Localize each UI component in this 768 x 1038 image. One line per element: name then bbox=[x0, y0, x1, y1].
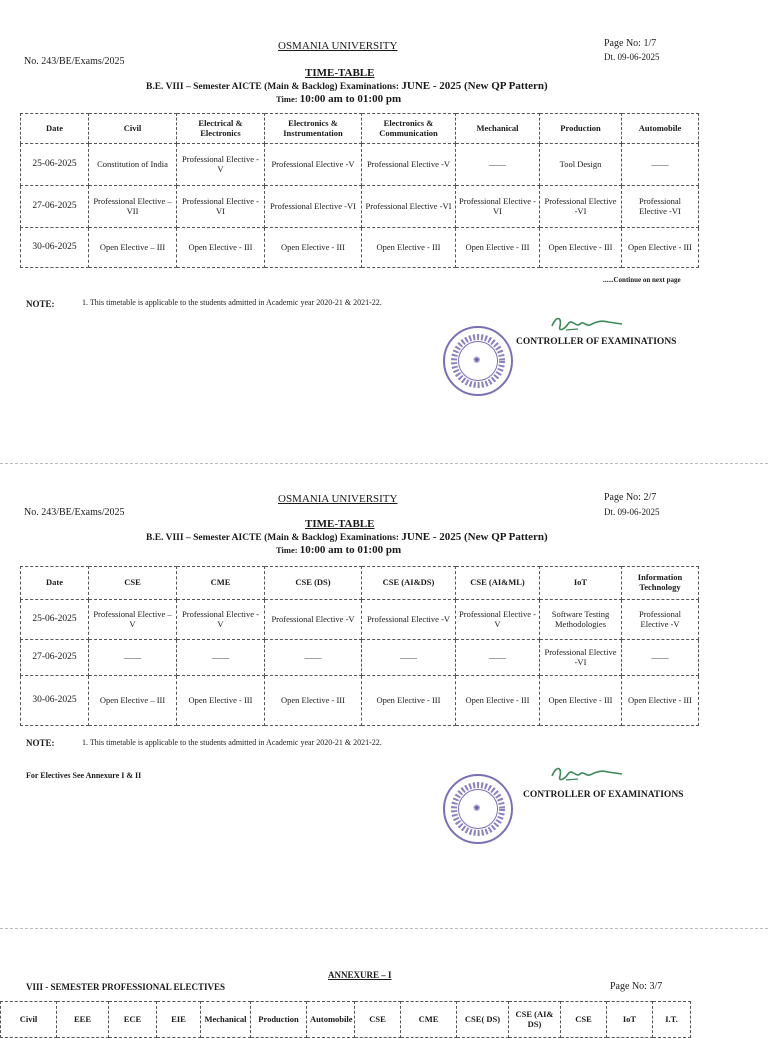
table-cell: Open Elective – III bbox=[89, 676, 177, 726]
timetable-title: TIME-TABLE bbox=[305, 67, 375, 79]
electives-note: For Electives See Annexure I & II bbox=[26, 771, 142, 780]
table-row bbox=[21, 676, 699, 726]
seal-icon: ✺ bbox=[443, 774, 513, 844]
header-branch: Mechanical bbox=[456, 114, 540, 144]
header-branch: Automobile bbox=[622, 114, 699, 144]
time-label: Time: bbox=[276, 545, 298, 555]
header-date: Date bbox=[21, 114, 89, 144]
table-cell: Open Elective – III bbox=[89, 228, 177, 268]
document-date: Dt. 09-06-2025 bbox=[604, 507, 660, 517]
header-branch: ECE bbox=[109, 1002, 157, 1038]
exam-subtitle-main: B.E. VIII – Semester AICTE (Main & Backlog) Examinations: bbox=[146, 82, 399, 92]
table-cell: Professional Elective -V bbox=[265, 144, 362, 186]
table-cell: Professional Elective -V bbox=[362, 600, 456, 640]
time-value: 10:00 am to 01:00 pm bbox=[299, 544, 402, 556]
table-cell: Open Elective - III bbox=[265, 228, 362, 268]
table-cell: Professional Elective -VI bbox=[456, 186, 540, 228]
date-cell: 30-06-2025 bbox=[21, 676, 89, 726]
header-branch: EIE bbox=[157, 1002, 201, 1038]
page-number: Page No: 3/7 bbox=[610, 981, 663, 992]
table-cell: Professional Elective –VII bbox=[89, 186, 177, 228]
reference-number: No. 243/BE/Exams/2025 bbox=[24, 56, 125, 67]
table-row bbox=[21, 640, 699, 676]
document-date: Dt. 09-06-2025 bbox=[604, 52, 660, 62]
header-branch: CSE (AI& DS) bbox=[509, 1002, 561, 1038]
table-cell: Professional Elective -VI bbox=[540, 186, 622, 228]
table-cell: Open Elective - III bbox=[362, 676, 456, 726]
page-number: Page No: 2/7 bbox=[604, 492, 657, 503]
page-number: Page No: 1/7 bbox=[604, 38, 657, 49]
table-cell: Open Elective - III bbox=[622, 228, 699, 268]
table-cell: —— bbox=[622, 640, 699, 676]
table-cell: Professional Elective -V bbox=[177, 600, 265, 640]
table-row bbox=[21, 228, 699, 268]
table-cell: Software Testing Methodologies bbox=[540, 600, 622, 640]
table-cell: Open Elective - III bbox=[456, 228, 540, 268]
header-branch: CSE( DS) bbox=[457, 1002, 509, 1038]
date-cell: 25-06-2025 bbox=[21, 144, 89, 186]
table-cell: Professional Elective -VI bbox=[540, 640, 622, 676]
header-date: Date bbox=[21, 567, 89, 600]
note-label: NOTE: bbox=[26, 738, 55, 748]
table-cell: Professional Elective -VI bbox=[362, 186, 456, 228]
header-branch: I.T. bbox=[653, 1002, 691, 1038]
timetable-page-2 bbox=[20, 566, 699, 726]
table-cell: Professional Elective –V bbox=[89, 600, 177, 640]
table-cell: —— bbox=[456, 144, 540, 186]
header-branch: Electronics & Instrumentation bbox=[265, 114, 362, 144]
table-cell: Constitution of India bbox=[89, 144, 177, 186]
table-cell: Open Elective - III bbox=[177, 676, 265, 726]
controller-title: CONTROLLER OF EXAMINATIONS bbox=[523, 790, 684, 800]
header-branch: Civil bbox=[89, 114, 177, 144]
table-cell: Professional Elective -VI bbox=[265, 186, 362, 228]
signature-image bbox=[548, 762, 628, 786]
table-cell: —— bbox=[265, 640, 362, 676]
timetable-title: TIME-TABLE bbox=[305, 518, 375, 530]
header-branch: CSE bbox=[355, 1002, 401, 1038]
table-cell: —— bbox=[456, 640, 540, 676]
header-branch: IoT bbox=[607, 1002, 653, 1038]
university-name: OSMANIA UNIVERSITY bbox=[278, 40, 398, 52]
table-cell: Professional Elective -V bbox=[362, 144, 456, 186]
table-row bbox=[21, 186, 699, 228]
table-cell: Open Elective - III bbox=[177, 228, 265, 268]
table-cell: —— bbox=[89, 640, 177, 676]
time-label: Time: bbox=[276, 94, 298, 104]
header-branch: EEE bbox=[57, 1002, 109, 1038]
annexure-title: ANNEXURE – I bbox=[328, 970, 392, 980]
date-cell: 27-06-2025 bbox=[21, 186, 89, 228]
table-cell: Open Elective - III bbox=[456, 676, 540, 726]
table-cell: —— bbox=[362, 640, 456, 676]
seal-icon: ✺ bbox=[443, 326, 513, 396]
table-cell: Professional Elective -V bbox=[177, 144, 265, 186]
header-branch: Automobile bbox=[307, 1002, 355, 1038]
note-text: 1. This timetable is applicable to the students admitted in Academic year 2020-21 & 2021-22. bbox=[82, 298, 382, 307]
exam-subtitle-main: B.E. VIII – Semester AICTE (Main & Backlog) Examinations: bbox=[146, 533, 399, 543]
date-cell: 27-06-2025 bbox=[21, 640, 89, 676]
table-cell: Open Elective - III bbox=[540, 676, 622, 726]
page-divider bbox=[0, 463, 768, 464]
header-row bbox=[21, 567, 699, 600]
table-cell: Professional Elective -V bbox=[622, 600, 699, 640]
header-branch: CSE (DS) bbox=[265, 567, 362, 600]
header-row bbox=[1, 1002, 691, 1038]
controller-title: CONTROLLER OF EXAMINATIONS bbox=[516, 337, 677, 347]
table-row bbox=[21, 600, 699, 640]
date-cell: 30-06-2025 bbox=[21, 228, 89, 268]
date-cell: 25-06-2025 bbox=[21, 600, 89, 640]
table-cell: —— bbox=[622, 144, 699, 186]
note-label: NOTE: bbox=[26, 299, 55, 309]
table-cell: Open Elective - III bbox=[265, 676, 362, 726]
header-branch: Information Technology bbox=[622, 567, 699, 600]
page-divider bbox=[0, 928, 768, 929]
header-branch: Civil bbox=[1, 1002, 57, 1038]
header-branch: CSE bbox=[561, 1002, 607, 1038]
header-branch: Production bbox=[251, 1002, 307, 1038]
header-branch: Electrical & Electronics bbox=[177, 114, 265, 144]
table-cell: Professional Elective -VI bbox=[622, 186, 699, 228]
table-cell: Open Elective - III bbox=[362, 228, 456, 268]
table-cell: Open Elective - III bbox=[622, 676, 699, 726]
table-row bbox=[21, 144, 699, 186]
time-value: 10:00 am to 01:00 pm bbox=[299, 93, 402, 105]
exam-subtitle bbox=[146, 80, 548, 92]
reference-number: No. 243/BE/Exams/2025 bbox=[24, 507, 125, 518]
header-row bbox=[21, 114, 699, 144]
exam-subtitle-session: JUNE - 2025 (New QP Pattern) bbox=[401, 80, 548, 92]
header-branch: CME bbox=[401, 1002, 457, 1038]
header-branch: CSE (AI&DS) bbox=[362, 567, 456, 600]
exam-time bbox=[276, 93, 401, 105]
header-branch: Electronics & Communication bbox=[362, 114, 456, 144]
annexure-heading: VIII - SEMESTER PROFESSIONAL ELECTIVES bbox=[26, 982, 226, 992]
table-cell: Professional Elective -V bbox=[265, 600, 362, 640]
table-cell: —— bbox=[177, 640, 265, 676]
header-branch: IoT bbox=[540, 567, 622, 600]
electives-table bbox=[0, 1001, 691, 1038]
table-cell: Professional Elective -V bbox=[456, 600, 540, 640]
timetable-page-1 bbox=[20, 113, 699, 268]
university-name: OSMANIA UNIVERSITY bbox=[278, 493, 398, 505]
header-branch: Mechanical bbox=[201, 1002, 251, 1038]
header-branch: Production bbox=[540, 114, 622, 144]
header-branch: CSE (AI&ML) bbox=[456, 567, 540, 600]
exam-time bbox=[276, 544, 401, 556]
header-branch: CME bbox=[177, 567, 265, 600]
note-text: 1. This timetable is applicable to the students admitted in Academic year 2020-21 & 2021-22. bbox=[82, 738, 382, 747]
header-branch: CSE bbox=[89, 567, 177, 600]
continue-note: ......Continue on next page bbox=[603, 276, 681, 284]
signature-image bbox=[548, 312, 628, 336]
exam-subtitle-session: JUNE - 2025 (New QP Pattern) bbox=[401, 531, 548, 543]
table-cell: Open Elective - III bbox=[540, 228, 622, 268]
table-cell: Tool Design bbox=[540, 144, 622, 186]
exam-subtitle bbox=[146, 531, 548, 543]
table-cell: Professional Elective -VI bbox=[177, 186, 265, 228]
